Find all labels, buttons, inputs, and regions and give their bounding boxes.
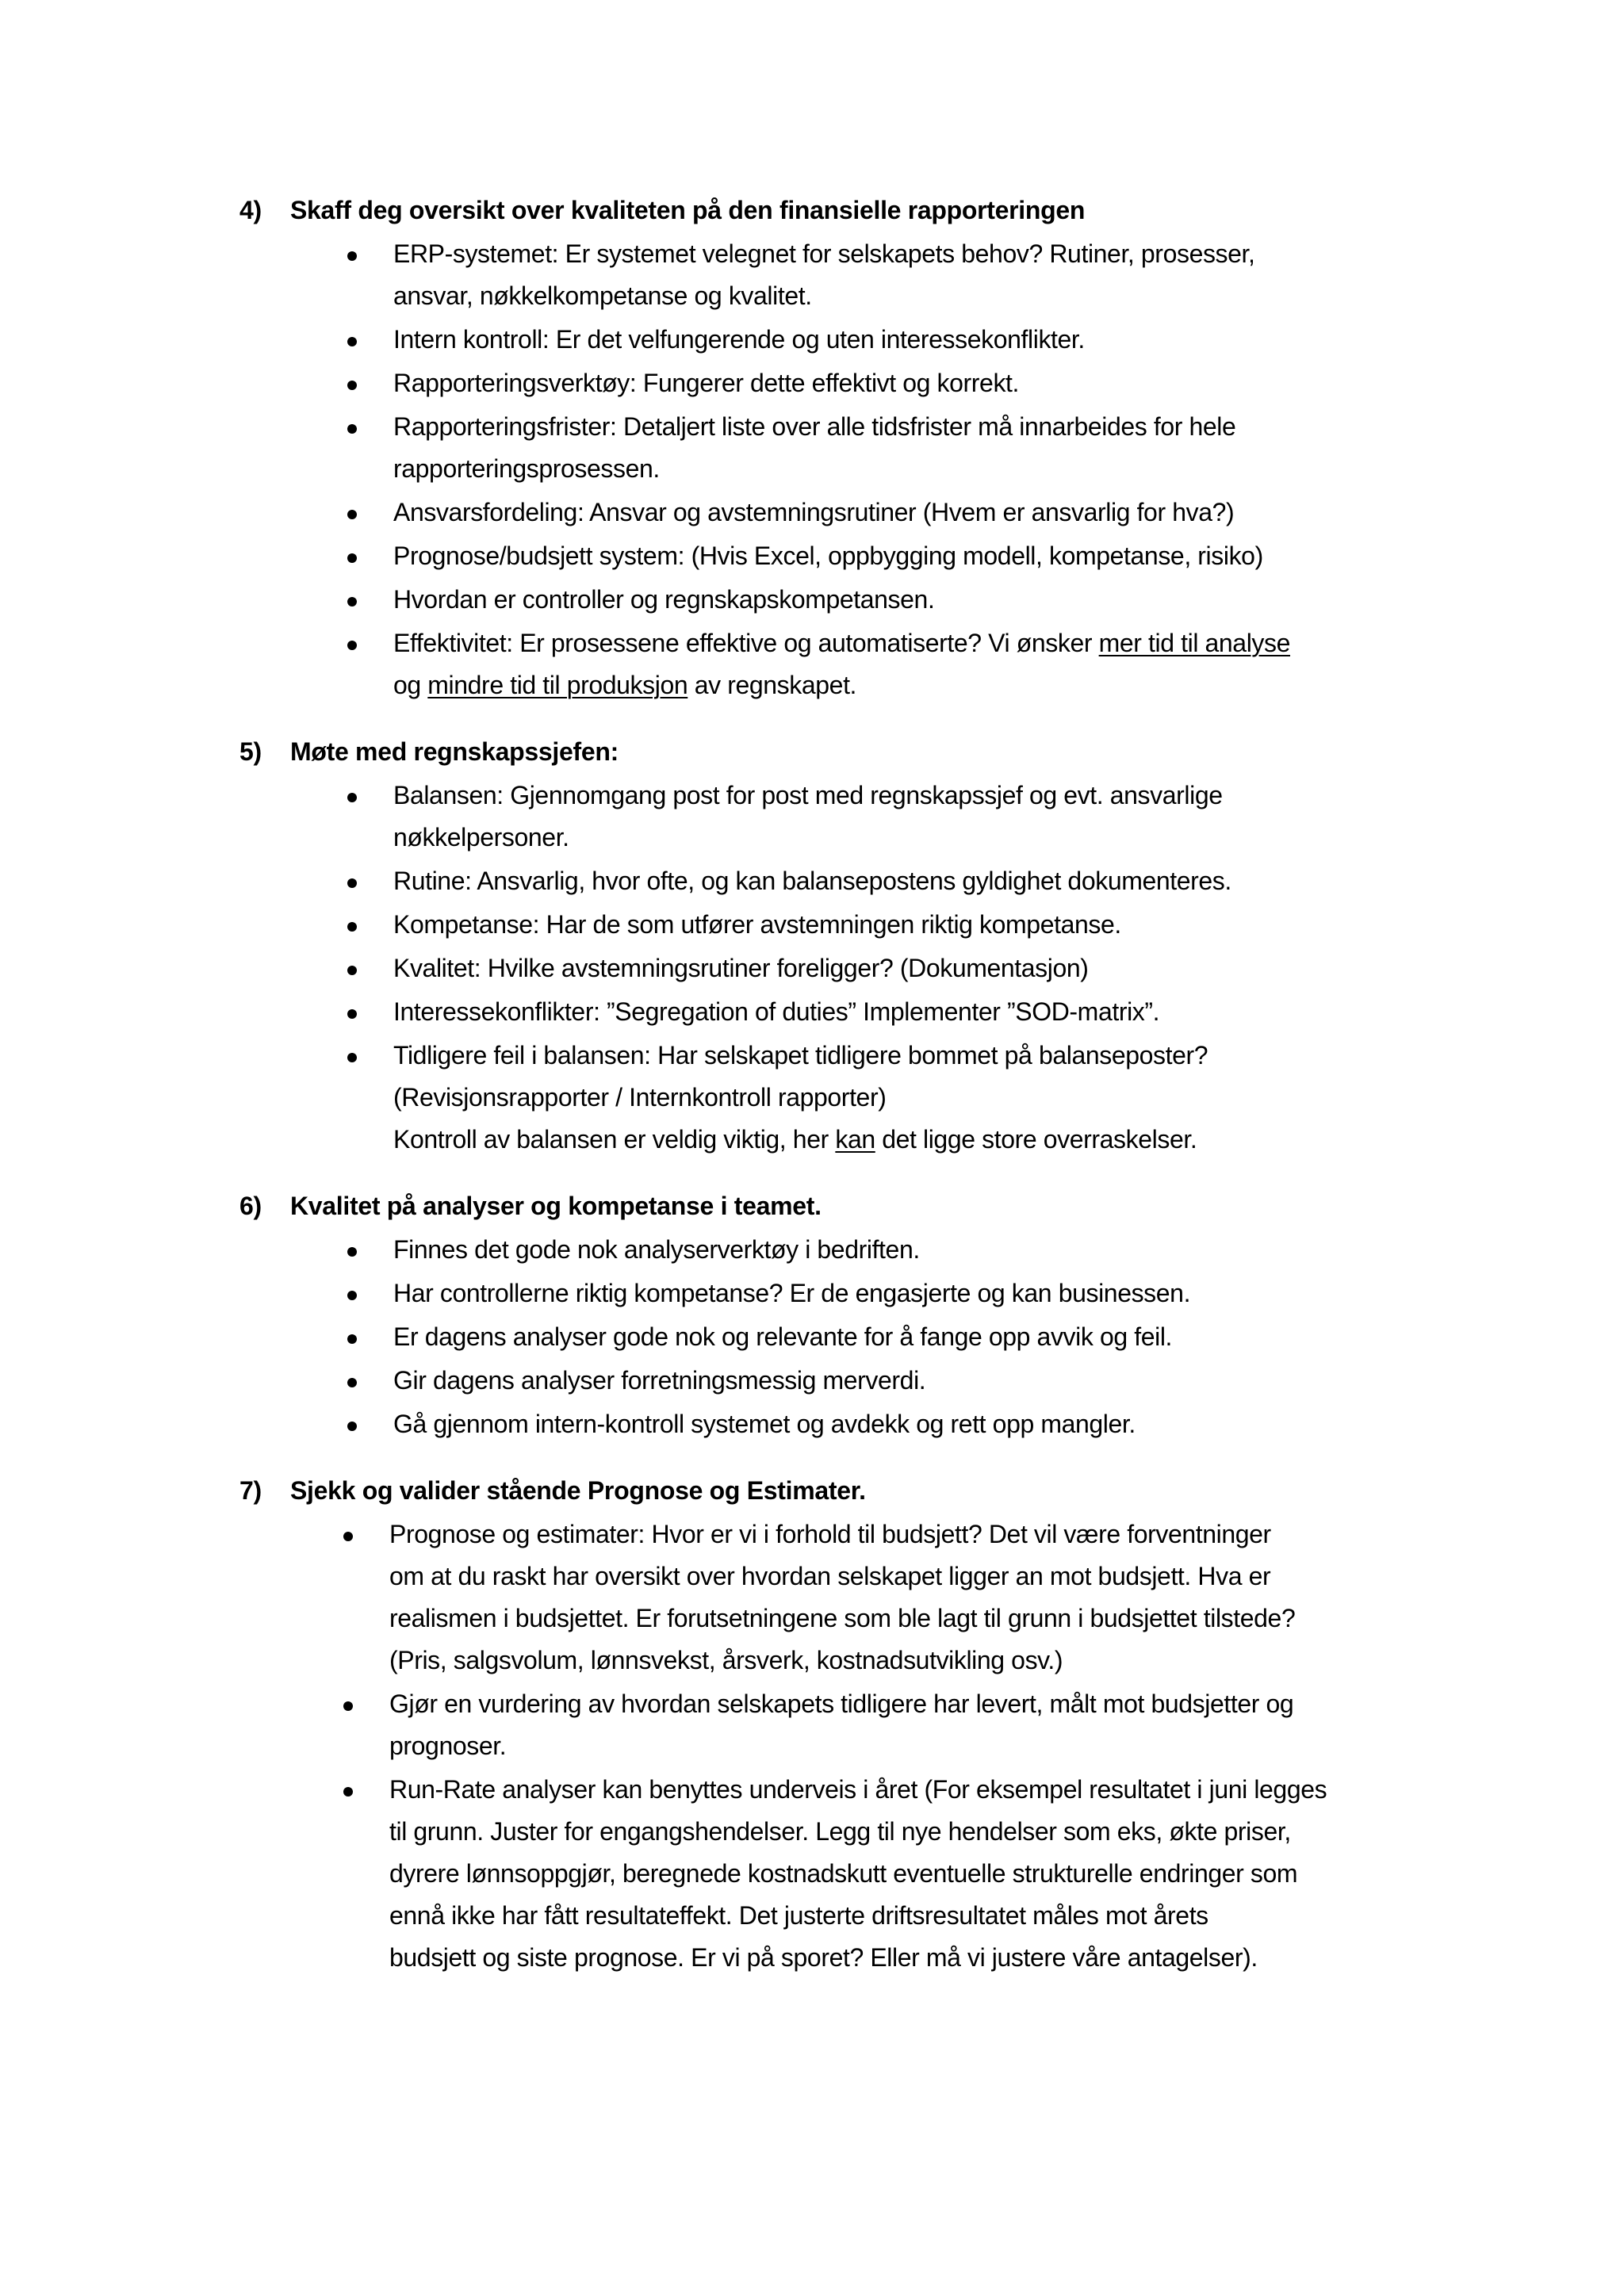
bullet-icon bbox=[347, 641, 357, 650]
bullet-icon bbox=[347, 1247, 357, 1257]
bullet-icon bbox=[347, 878, 357, 888]
item-text: Prognose og estimater: Hvor er vi i forhold til budsjett? Det vil være forventninger bbox=[389, 1520, 1271, 1548]
item-text: Kvalitet: Hvilke avstemningsrutiner foreligger? (Dokumentasjon) bbox=[393, 954, 1089, 982]
item-text: Run-Rate analyser kan benyttes underveis i året (For eksempel resultatet i juni legges bbox=[389, 1775, 1327, 1804]
list-item bbox=[393, 1360, 1434, 1402]
item-text: rapporteringsprosessen. bbox=[393, 454, 660, 483]
bullet-icon bbox=[347, 793, 357, 802]
item-text: nøkkelpersoner. bbox=[393, 823, 569, 851]
item-text: Kompetanse: Har de som utfører avstemningen riktig kompetanse. bbox=[393, 910, 1121, 939]
bullet-list bbox=[239, 1229, 1434, 1445]
list-item bbox=[393, 492, 1434, 534]
bullet-icon bbox=[347, 1378, 357, 1387]
bullet-icon bbox=[343, 1701, 353, 1711]
item-text: ERP-systemet: Er systemet velegnet for selskapets behov? Rutiner, prosesser, bbox=[393, 239, 1255, 268]
item-text: Gir dagens analyser forretningsmessig merverdi. bbox=[393, 1366, 926, 1395]
list-item bbox=[393, 1403, 1434, 1445]
section-4 bbox=[239, 189, 1434, 706]
section-7 bbox=[239, 1469, 1434, 1979]
item-text: Er dagens analyser gode nok og relevante for å fange opp avvik og feil. bbox=[393, 1322, 1173, 1351]
item-text: til grunn. Juster for engangshendelser. Legg til nye hendelser som eks, økte priser, bbox=[389, 1817, 1291, 1846]
section-heading bbox=[239, 1184, 1434, 1227]
section-title: Møte med regnskapssjefen: bbox=[290, 737, 619, 766]
section-number: 5) bbox=[239, 737, 262, 766]
section-number: 4) bbox=[239, 196, 262, 224]
section-number: 7) bbox=[239, 1476, 262, 1505]
bullet-icon bbox=[347, 510, 357, 519]
item-text-line bbox=[393, 1119, 1434, 1161]
bullet-icon bbox=[347, 381, 357, 390]
list-item bbox=[393, 362, 1434, 404]
bullet-list bbox=[239, 775, 1434, 1161]
item-text: Rapporteringsverktøy: Fungerer dette effektivt og korrekt. bbox=[393, 369, 1020, 397]
list-item bbox=[393, 406, 1434, 490]
section-number: 6) bbox=[239, 1192, 262, 1220]
list-item bbox=[389, 1683, 1434, 1767]
text-run: det ligge store overraskelser. bbox=[875, 1125, 1197, 1154]
list-item bbox=[393, 319, 1434, 361]
item-text: Intern kontroll: Er det velfungerende og uten interessekonflikter. bbox=[393, 325, 1085, 354]
list-item bbox=[393, 622, 1434, 706]
item-text: Har controllerne riktig kompetanse? Er de engasjerte og kan businessen. bbox=[393, 1279, 1191, 1307]
item-text: Finnes det gode nok analyserverktøy i bedriften. bbox=[393, 1235, 920, 1264]
list-item bbox=[389, 1769, 1434, 1979]
section-6 bbox=[239, 1184, 1434, 1445]
item-text: Gjør en vurdering av hvordan selskapets tidligere har levert, målt mot budsjetter og bbox=[389, 1689, 1294, 1718]
item-text: ansvar, nøkkelkompetanse og kvalitet. bbox=[393, 281, 812, 310]
item-text: Interessekonflikter: ”Segregation of duties” Implementer ”SOD-matrix”. bbox=[393, 997, 1160, 1026]
list-item bbox=[393, 579, 1434, 621]
list-item bbox=[393, 535, 1434, 577]
item-text: Tidligere feil i balansen: Har selskapet tidligere bommet på balanseposter? bbox=[393, 1041, 1208, 1070]
bullet-icon bbox=[343, 1532, 353, 1541]
item-text: Balansen: Gjennomgang post for post med regnskapssjef og evt. ansvarlige bbox=[393, 781, 1223, 809]
bullet-icon bbox=[347, 966, 357, 975]
list-item bbox=[389, 1513, 1434, 1682]
bullet-icon bbox=[347, 1053, 357, 1062]
text-run: Effektivitet: Er prosessene effektive og automatiserte? Vi ønsker bbox=[393, 629, 1099, 657]
item-text: Ansvarsfordeling: Ansvar og avstemningsrutiner (Hvem er ansvarlig for hva?) bbox=[393, 498, 1235, 526]
text-run: Kontroll av balansen er veldig viktig, her bbox=[393, 1125, 836, 1154]
section-title: Skaff deg oversikt over kvaliteten på den finansielle rapporteringen bbox=[290, 196, 1086, 224]
bullet-icon bbox=[347, 922, 357, 932]
bullet-icon bbox=[347, 1422, 357, 1431]
item-text: realismen i budsjettet. Er forutsetningene som ble lagt til grunn i budsjettet tilstede? bbox=[389, 1604, 1296, 1632]
item-text: dyrere lønnsoppgjør, beregnede kostnadskutt eventuelle strukturelle endringer som bbox=[389, 1859, 1298, 1888]
list-item bbox=[393, 233, 1434, 317]
list-item bbox=[393, 1229, 1434, 1271]
item-text-line bbox=[393, 622, 1434, 664]
underlined-text: mer tid til analyse bbox=[1098, 629, 1291, 657]
section-heading bbox=[239, 1469, 1434, 1512]
item-text: (Revisjonsrapporter / Internkontroll rapporter) bbox=[393, 1083, 887, 1112]
bullet-icon bbox=[347, 597, 357, 607]
section-heading bbox=[239, 189, 1434, 232]
item-text: prognoser. bbox=[389, 1732, 507, 1760]
bullet-icon bbox=[347, 1334, 357, 1344]
bullet-list bbox=[239, 233, 1434, 706]
item-text: om at du raskt har oversikt over hvordan selskapet ligger an mot budsjett. Hva er bbox=[389, 1562, 1271, 1590]
underlined-text: kan bbox=[835, 1125, 875, 1154]
item-text: budsjett og siste prognose. Er vi på sporet? Eller må vi justere våre antagelser). bbox=[389, 1943, 1258, 1972]
bullet-icon bbox=[347, 337, 357, 346]
bullet-icon bbox=[347, 1009, 357, 1019]
list-item bbox=[393, 991, 1434, 1033]
list-item bbox=[393, 1272, 1434, 1314]
list-item bbox=[393, 1316, 1434, 1358]
section-heading bbox=[239, 730, 1434, 773]
item-text: Rutine: Ansvarlig, hvor ofte, og kan balansepostens gyldighet dokumenteres. bbox=[393, 867, 1231, 895]
bullet-icon bbox=[343, 1787, 353, 1797]
list-item bbox=[393, 904, 1434, 946]
item-text: Prognose/budsjett system: (Hvis Excel, oppbygging modell, kompetanse, risiko) bbox=[393, 541, 1263, 570]
section-5 bbox=[239, 730, 1434, 1161]
bullet-icon bbox=[347, 424, 357, 434]
item-text: Rapporteringsfrister: Detaljert liste over alle tidsfrister må innarbeides for hele bbox=[393, 412, 1236, 441]
bullet-icon bbox=[347, 251, 357, 261]
text-run: og bbox=[393, 671, 428, 699]
list-item bbox=[393, 1035, 1434, 1161]
list-item bbox=[393, 775, 1434, 859]
text-run: av regnskapet. bbox=[688, 671, 857, 699]
item-text: (Pris, salgsvolum, lønnsvekst, årsverk, kostnadsutvikling osv.) bbox=[389, 1646, 1063, 1674]
underlined-text: mindre tid til produksjon bbox=[427, 671, 688, 699]
section-title: Kvalitet på analyser og kompetanse i teamet. bbox=[290, 1192, 822, 1220]
bullet-icon bbox=[347, 553, 357, 563]
item-text: Gå gjennom intern-kontroll systemet og avdekk og rett opp mangler. bbox=[393, 1410, 1136, 1438]
item-text: Hvordan er controller og regnskapskompetansen. bbox=[393, 585, 935, 614]
bullet-icon bbox=[347, 1291, 357, 1300]
bullet-list bbox=[239, 1513, 1434, 1979]
item-text: ennå ikke har fått resultateffekt. Det justerte driftsresultatet måles mot årets bbox=[389, 1901, 1208, 1930]
list-item bbox=[393, 947, 1434, 989]
section-title: Sjekk og valider stående Prognose og Estimater. bbox=[290, 1476, 866, 1505]
item-text-line bbox=[393, 664, 1434, 706]
list-item bbox=[393, 860, 1434, 902]
